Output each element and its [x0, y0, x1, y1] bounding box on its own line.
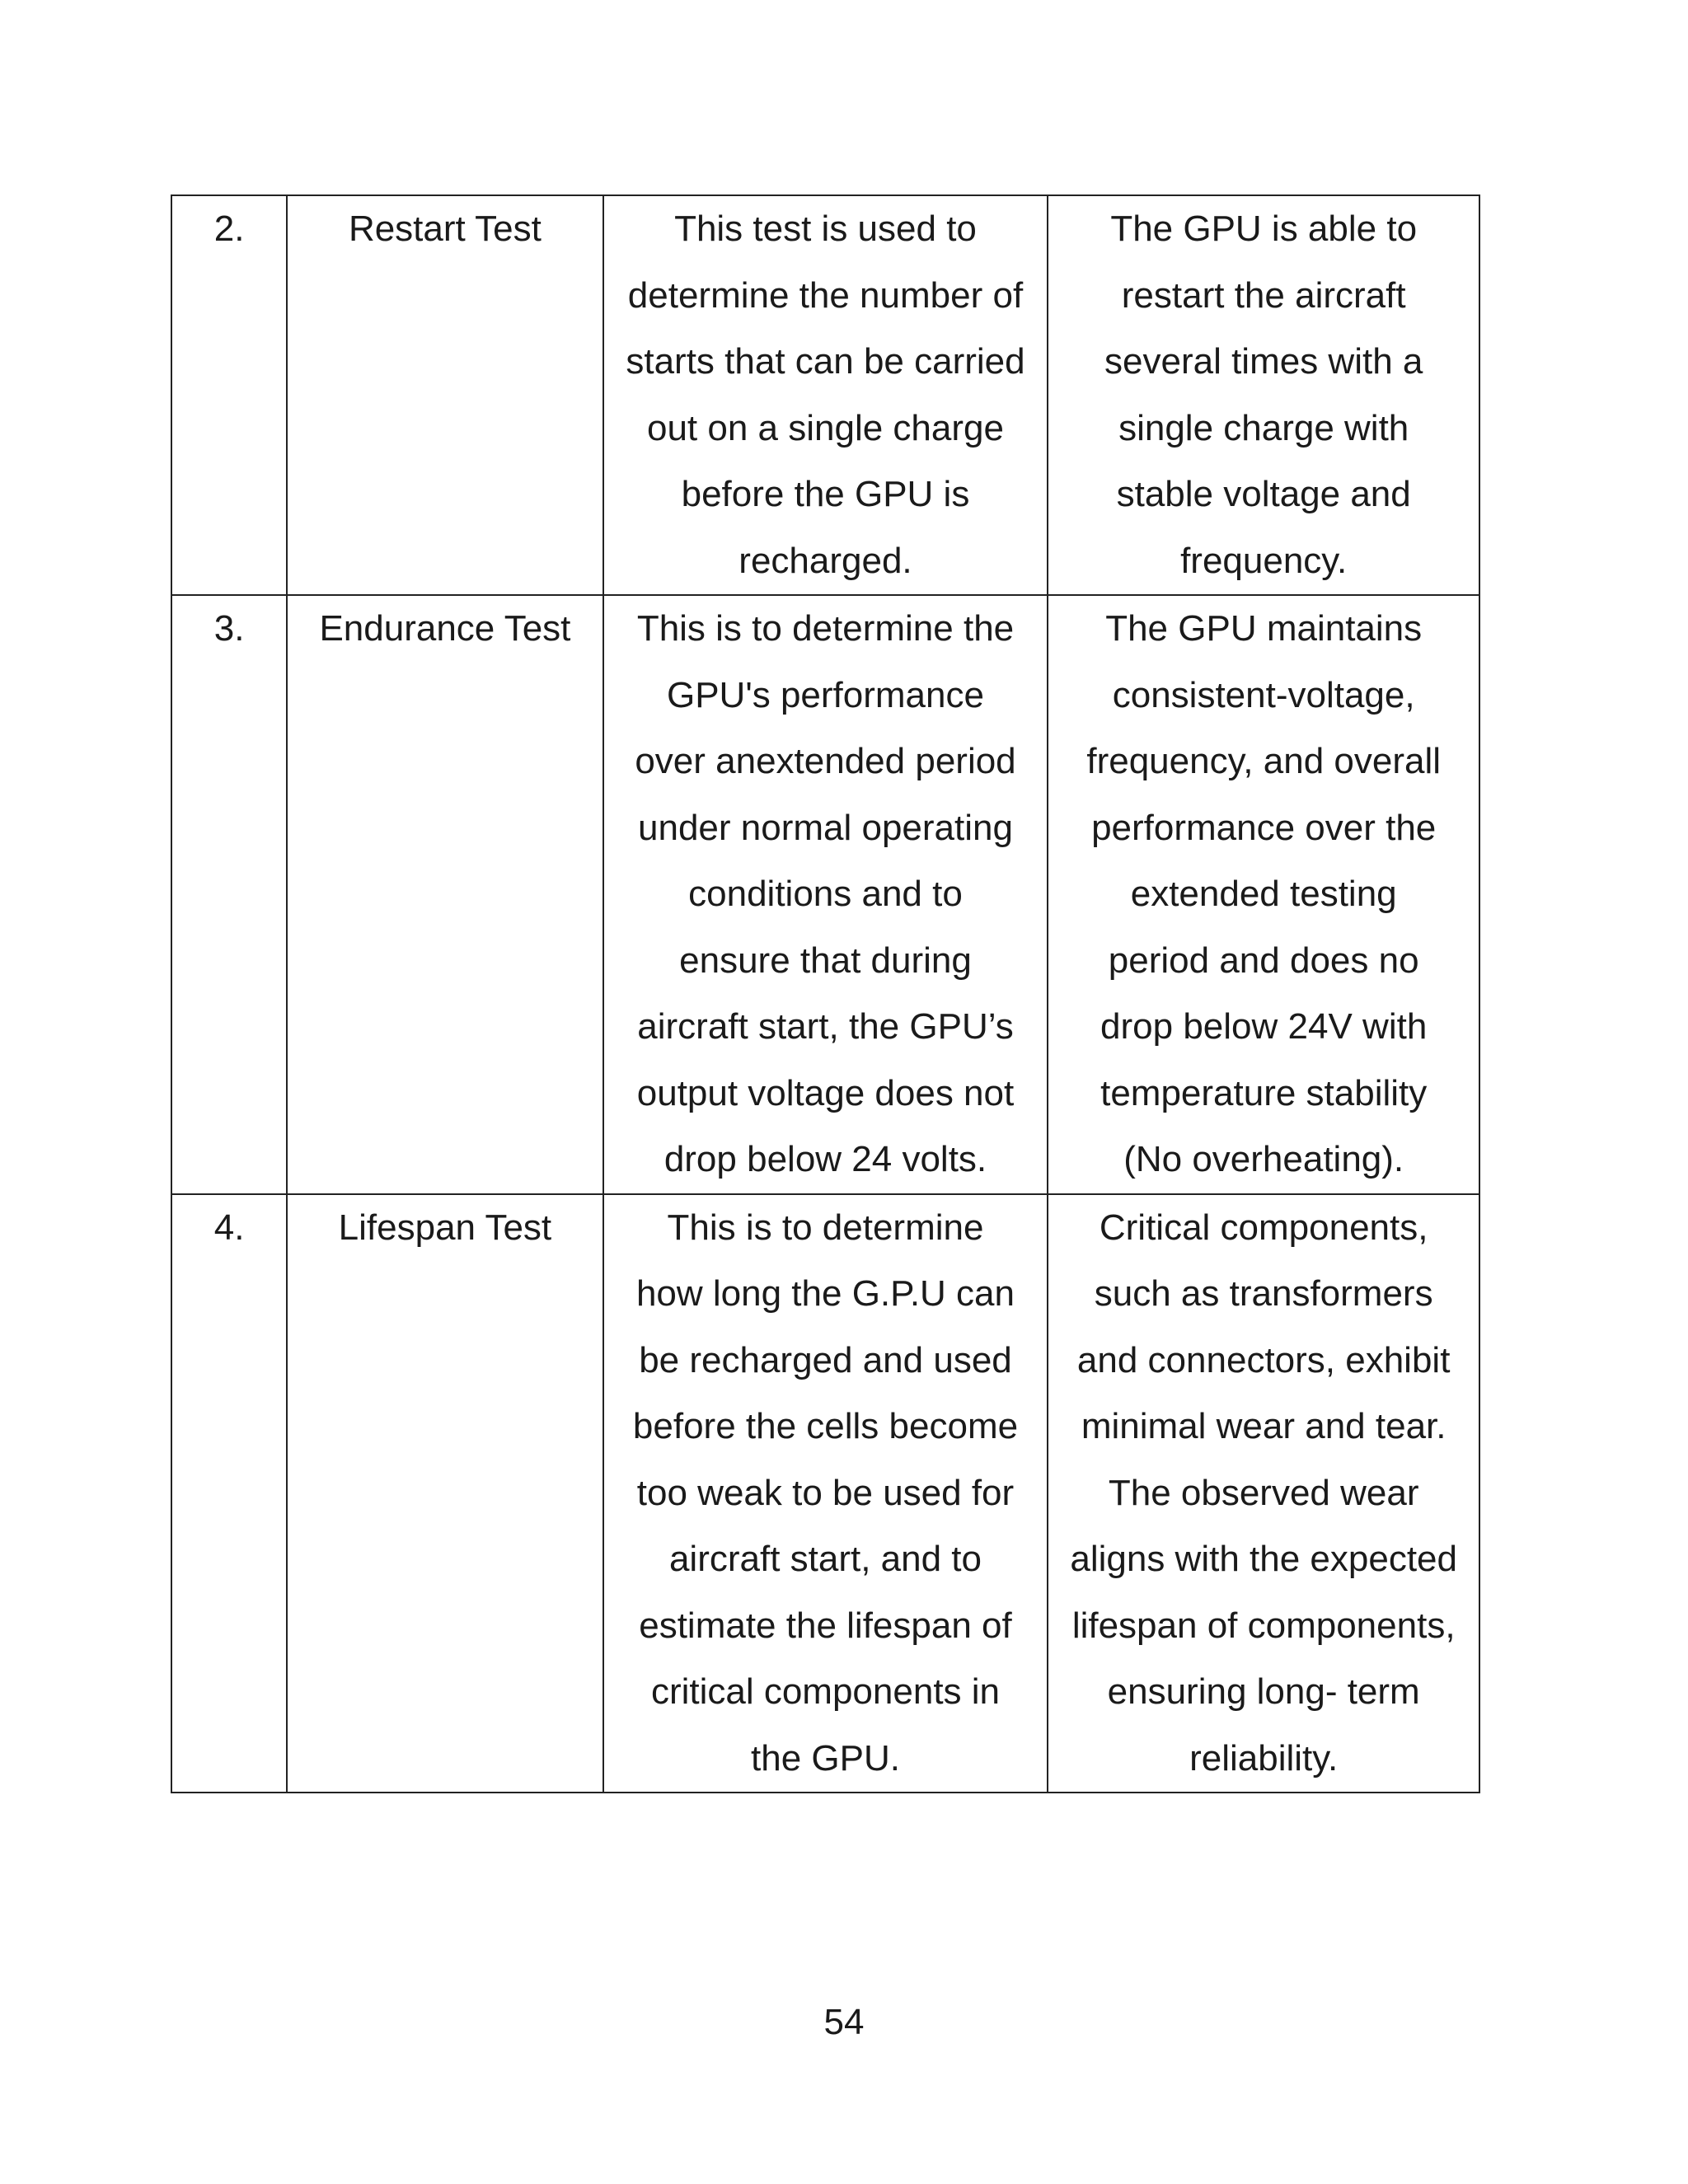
test-result-cell: The GPU maintains consistent-voltage, frequency, and overall performance over the extended testing period and does no drop below 24V with temperature stability (No overheating).: [1048, 595, 1479, 1194]
test-result-cell: Critical components, such as transformers and connectors, exhibit minimal wear and tear. The observed wear aligns with the expected lifespan of components, ensuring long- term reliability.: [1048, 1194, 1479, 1793]
test-name-cell: Restart Test: [287, 195, 603, 595]
test-description-cell: This is to determine the GPU's performance over anextended period under normal operating conditions and to ensure that during aircraft start, the GPU’s output voltage does not drop below 24 volts.: [603, 595, 1048, 1194]
page-number: 54: [823, 2002, 865, 2042]
test-description-cell: This test is used to determine the number of starts that can be carried out on a single charge before the GPU is recharged.: [603, 195, 1048, 595]
test-name-cell: Endurance Test: [287, 595, 603, 1194]
test-number-cell: 3.: [171, 595, 287, 1194]
test-description-cell: This is to determine how long the G.P.U can be recharged and used before the cells become too weak to be used for aircraft start, and to estimate the lifespan of critical components in the GPU.: [603, 1194, 1048, 1793]
table-row: [171, 1194, 1479, 1793]
test-number-cell: 4.: [171, 1194, 287, 1793]
test-result-cell: The GPU is able to restart the aircraft several times with a single charge with stable voltage and frequency.: [1048, 195, 1479, 595]
test-results-table: [171, 194, 1480, 1793]
test-number-cell: 2.: [171, 195, 287, 595]
test-name-cell: Lifespan Test: [287, 1194, 603, 1793]
table-row: [171, 195, 1479, 595]
table-row: [171, 595, 1479, 1194]
